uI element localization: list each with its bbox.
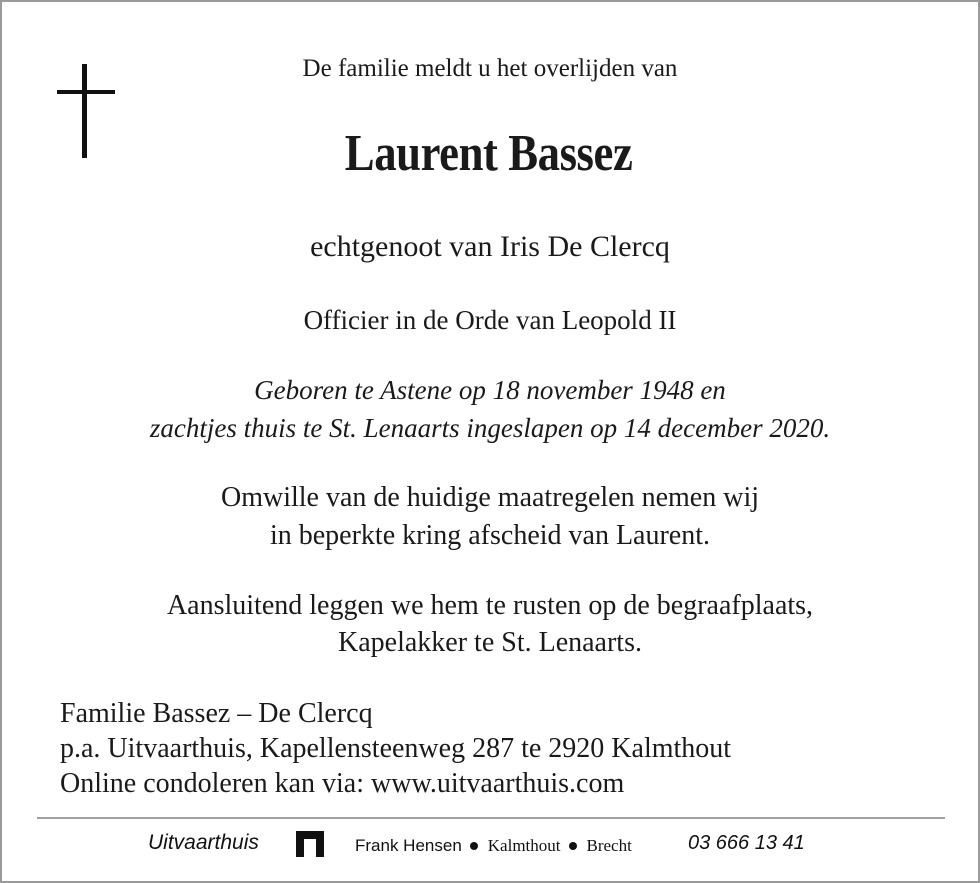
footer-divider	[37, 817, 945, 819]
spouse-line: echtgenoot van Iris De Clercq	[310, 230, 670, 263]
address-line: p.a. Uitvaarthuis, Kapellensteenweg 287 te 2920 Kalmthout	[60, 733, 732, 764]
contact-info	[355, 836, 632, 856]
measures-line-1: Omwille van de huidige maatregelen nemen wij	[220, 482, 760, 513]
bullet-icon	[569, 842, 577, 850]
honor-line: Officier in de Orde van Leopold II	[303, 305, 677, 335]
location-brecht: Brecht	[586, 836, 632, 855]
location-kalmthout: Kalmthout	[487, 836, 561, 855]
birth-line: Geboren te Astene op 18 november 1948 en	[254, 375, 726, 405]
measures-line-2: in beperkte kring afscheid van Laurent.	[269, 520, 711, 551]
burial-line-1: Aansluitend leggen we hem te rusten op de begraafplaats,	[166, 590, 814, 621]
arch-logo-icon	[296, 831, 324, 857]
intro-text: De familie meldt u het overlijden van	[302, 55, 678, 82]
funeral-home-footer	[0, 828, 980, 860]
owner-name: Frank Hensen	[355, 836, 462, 855]
bullet-icon	[470, 842, 478, 850]
brand-name: Uitvaarthuis	[148, 831, 259, 854]
deceased-name: Laurent Bassez	[344, 125, 633, 182]
burial-line-2: Kapelakker te St. Lenaarts.	[338, 627, 642, 658]
phone-number: 03 666 13 41	[688, 832, 805, 854]
death-line: zachtjes thuis te St. Lenaarts ingeslapen op 14 december 2020.	[149, 413, 831, 443]
condolence-line: Online condoleren kan via: www.uitvaarthuis.com	[60, 768, 625, 799]
family-signature: Familie Bassez – De Clercq	[60, 698, 373, 729]
